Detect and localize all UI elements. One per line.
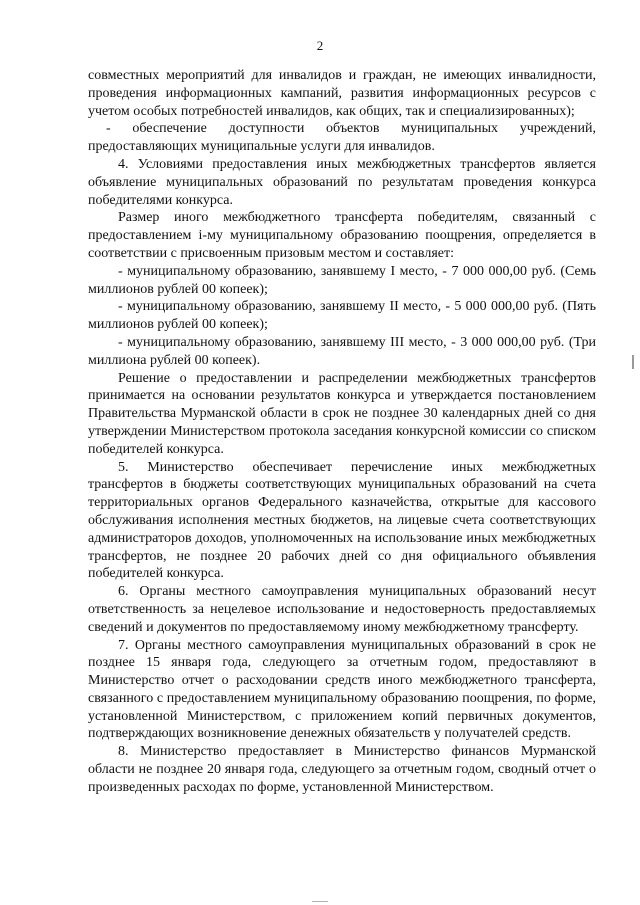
paragraph-decision: Решение о предоставлении и распределении межбюджетных трансфертов принимается на основании результатов конкурса и утверждается постановлением Правительства Мурманской области в срок не позднее 30 календарных дней со дня утверждении Министерством протокола заседания конкурсной комиссии со списком победителей конкурса. (88, 370, 596, 457)
paragraph-accessibility: - обеспечение доступности объектов муниципальных учреждений, предоставляющих муниципальные услуги для инвалидов. (88, 121, 596, 155)
paragraph-item-5: 5. Министерство обеспечивает перечисление иных межбюджетных трансфертов в бюджеты соответствующих муниципальных образований на счета территориальных органов Федерального казначейства, открытые для кассового обслуживания исполнения местных бюджетов, на лицевые счета соответствующих администраторов доходов, уполномоченных на использование иных межбюджетных трансфертов, не позднее 20 рабочих дней со дня официального объявления победителей конкурса. (88, 459, 596, 582)
paragraph-transfer-size: Размер иного межбюджетного трансферта победителям, связанный с предоставлением i-му муниципальному образованию поощрения, определяется в соответствии с присвоенным призовым местом и составляет: (88, 210, 596, 261)
paragraph-second-place: - муниципальному образованию, занявшему II место, - 5 000 000,00 руб. (Пять миллионов рублей 00 копеек); (88, 299, 596, 333)
paragraph-third-place: - муниципальному образованию, занявшему III место, - 3 000 000,00 руб. (Три миллиона рублей 00 копеек). (88, 334, 596, 368)
scan-artifact (632, 355, 634, 369)
paragraph-continuation: совместных мероприятий для инвалидов и граждан, не имеющих инвалидности, проведения информационных кампаний, развития информационных ресурсов с учетом особых потребностей инвалидов, как общих, так и специализированных); (88, 68, 596, 119)
paragraph-first-place: - муниципальному образованию, занявшему I место, - 7 000 000,00 руб. (Семь миллионов рублей 00 копеек); (88, 263, 596, 297)
paragraph-item-8: 8. Министерство предоставляет в Министерство финансов Мурманской области не позднее 20 января года, следующего за отчетным годом, сводный отчет о произведенных расходах по форме, установленной Министерством. (88, 744, 596, 795)
scan-artifact-bottom (312, 901, 328, 902)
paragraph-item-4: 4. Условиями предоставления иных межбюджетных трансфертов является объявление муниципальных образований по результатам проведения конкурса победителями конкурса. (88, 156, 596, 208)
paragraph-item-7: 7. Органы местного самоуправления муниципальных образований в срок не позднее 15 января года, следующего за отчетным годом, предоставляют в Министерство отчет о расходовании средств иного межбюджетного трансферта, связанного с предоставлением муниципальному образованию поощрения, по форме, установленной Министерством, с приложением копий первичных документов, подтверждающих возникновение денежных обязательств у получателей средств. (88, 637, 596, 742)
document-body (88, 67, 596, 797)
page-number: 2 (316, 38, 324, 53)
paragraph-item-6: 6. Органы местного самоуправления муниципальных образований несут ответственность за нецелевое использование и недостоверность предоставляемых сведений и документов по предоставляемому иному межбюджетному трансферту. (88, 584, 596, 635)
